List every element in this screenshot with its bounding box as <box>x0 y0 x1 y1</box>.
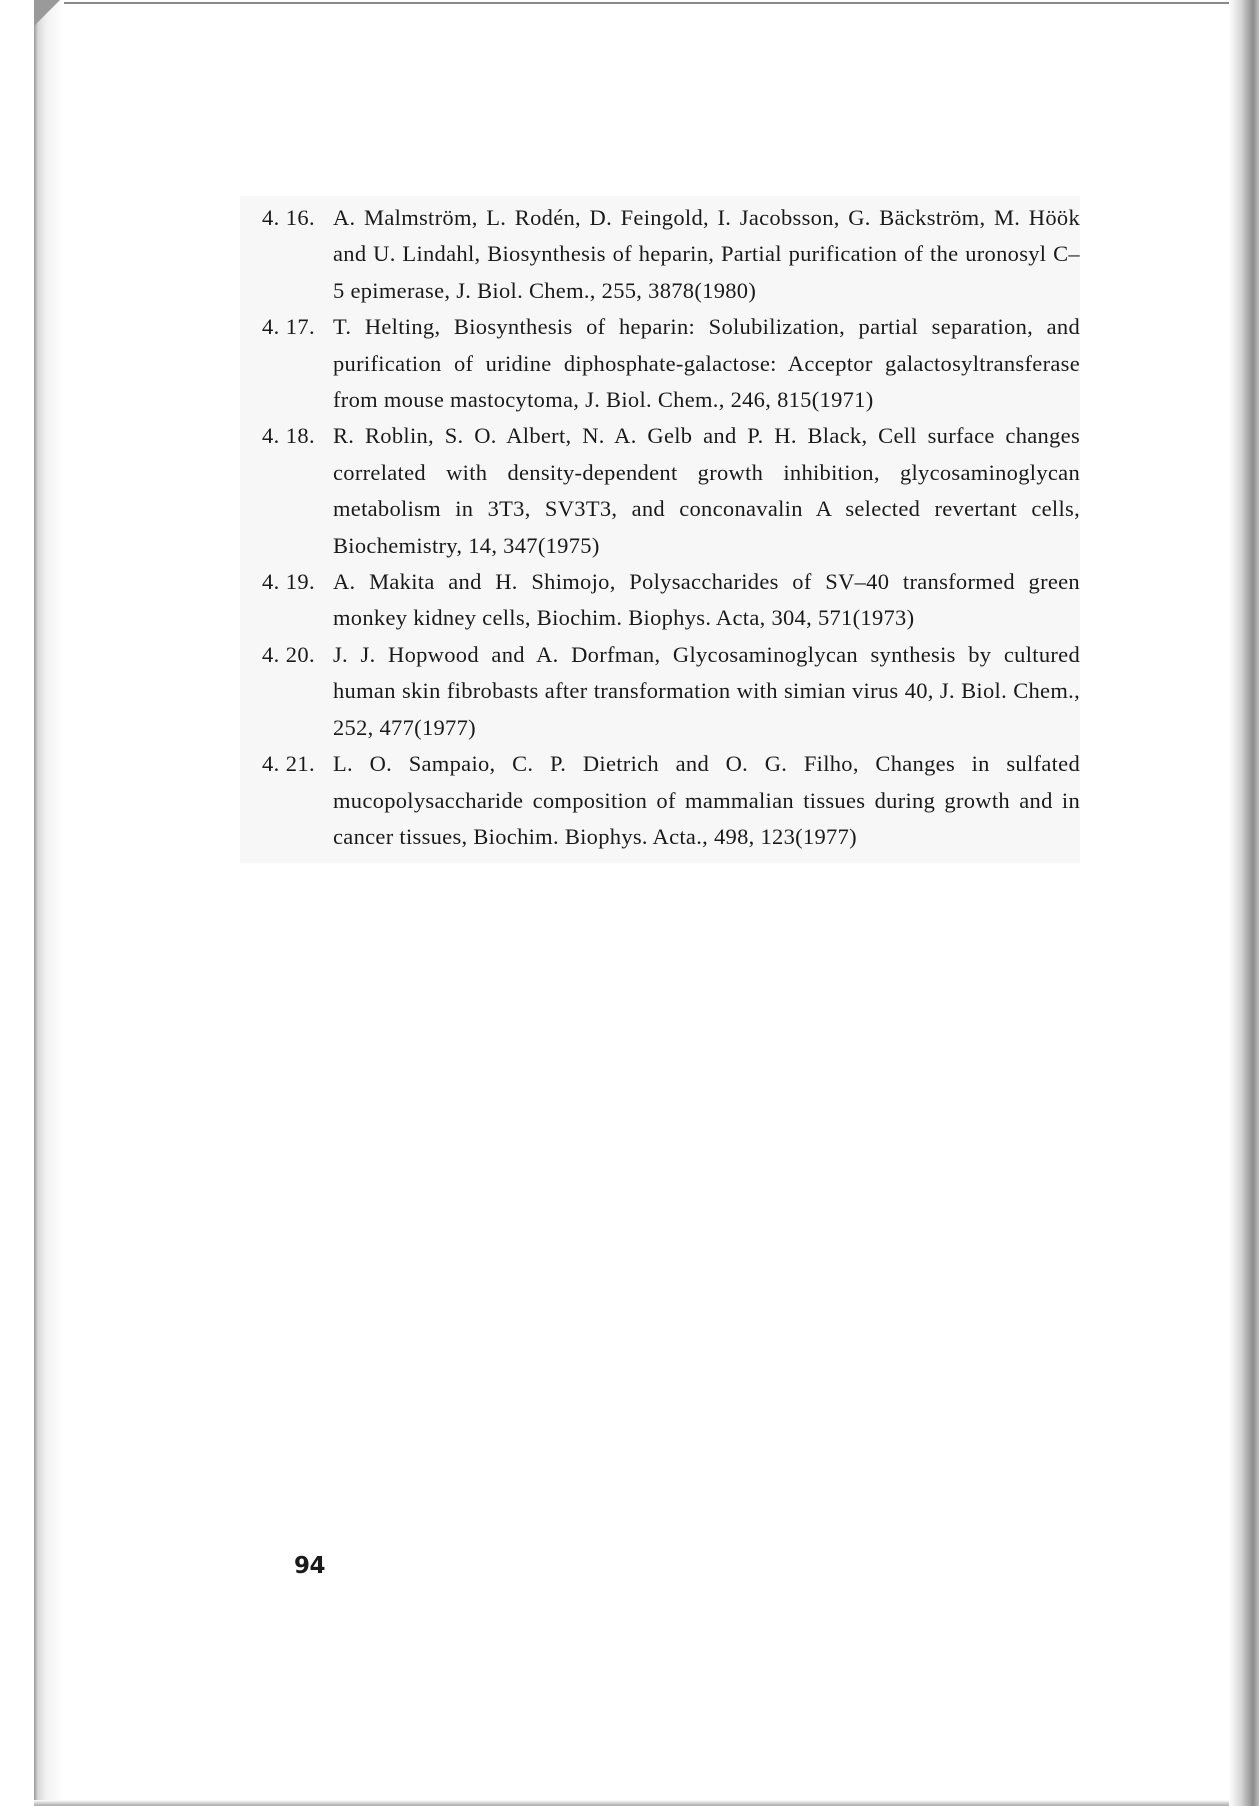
reference-text: T. Helting, Biosynthesis of heparin: Solubilization, partial separation, and purification of uridine diphosphate-galactose: Acceptor galactosyltransferase from mouse mastocytoma, J. Biol. Chem., 246, 815(1971) <box>333 314 1080 413</box>
reference-number: 4. 19. <box>262 569 316 595</box>
reference-item <box>240 564 1080 637</box>
page-number: 94 <box>294 1553 326 1579</box>
reference-text: L. O. Sampaio, C. P. Dietrich and O. G. Filho, Changes in sulfated mucopolysaccharide composition of mammalian tissues during growth and in cancer tissues, Biochim. Biophys. Acta., 498, 123(1977) <box>333 751 1080 849</box>
reference-item <box>240 637 1080 746</box>
reference-list <box>240 196 1080 863</box>
reference-number: 4. 21. <box>262 751 316 777</box>
reference-text: R. Roblin, S. O. Albert, N. A. Gelb and P. H. Black, Cell surface changes correlated with density-dependent growth inhibition, glycosaminoglycan metabolism in 3T3, SV3T3, and conconavalin A selected revertant cells, Biochemistry, 14, 347(1975) <box>333 423 1080 558</box>
reference-item <box>240 746 1080 855</box>
reference-text: J. J. Hopwood and A. Dorfman, Glycosaminoglycan synthesis by cultured human skin fibrobasts after transformation with simian virus 40, J. Biol. Chem., 252, 477(1977) <box>333 641 1080 740</box>
page-bottom-edge <box>34 1800 1229 1806</box>
reference-text: A. Makita and H. Shimojo, Polysaccharides of SV–40 transformed green monkey kidney cells, Biochim. Biophys. Acta, 304, 571(1973) <box>333 569 1080 631</box>
reference-number: 4. 20. <box>262 641 316 667</box>
reference-item <box>240 418 1080 564</box>
reference-number: 4. 18. <box>262 423 316 449</box>
reference-text: A. Malmström, L. Rodén, D. Feingold, I. Jacobsson, G. Bäckström, M. Höök and U. Lindahl, Biosynthesis of heparin, Partial purification of the uronosyl C–5 epimerase, J. Biol. Chem., 255, 3878(1980) <box>333 205 1080 303</box>
page-edge-shadow <box>1229 0 1259 1806</box>
reference-item <box>240 200 1080 309</box>
page-corner <box>34 0 60 26</box>
reference-number: 4. 17. <box>262 314 316 340</box>
book-spine-edge <box>34 0 64 1806</box>
reference-item <box>240 309 1080 418</box>
reference-number: 4. 16. <box>262 205 316 230</box>
